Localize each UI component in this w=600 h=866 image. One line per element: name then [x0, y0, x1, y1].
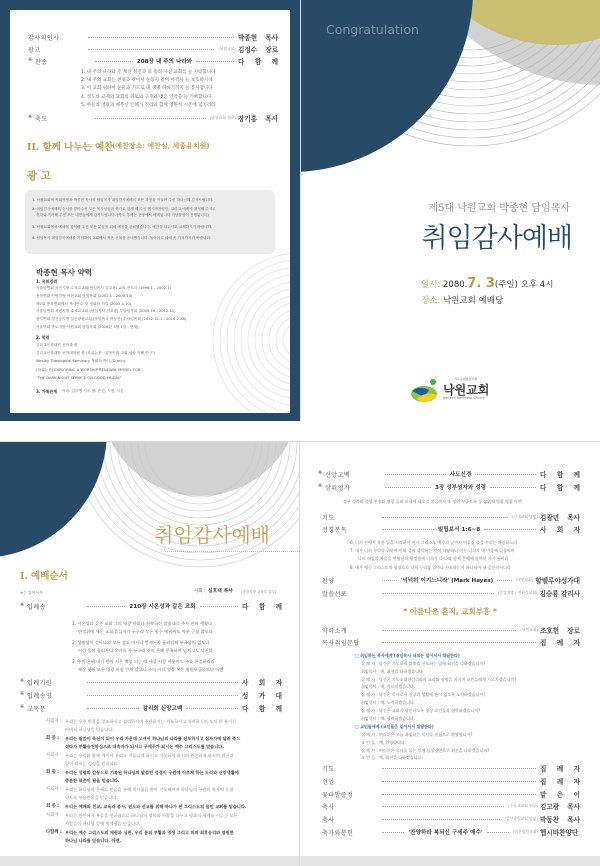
- bio-item: "THE DARK NIGHT SERVICE ON GOOD FRIDAY": [36, 375, 122, 380]
- row-person: 집 례 자: [540, 639, 580, 647]
- notice-item: 3. 낙원교회에서 예배에 참석해 주신 모든 분들을 위해 예찬을 준비했습니다. 예찬을 나누시고 교제하시기 바랍니다.: [32, 225, 213, 229]
- row-note: (낙원교회): [515, 577, 534, 582]
- hymn-verse: 세상 헛된 모든 영광 아침 안개 같으나 주의 자녀 얻을 복은 영원무궁하도다 아멘: [78, 667, 224, 672]
- row-content: 3장 성부성자와 성령: [434, 485, 487, 491]
- row-person: 다 함 께: [540, 471, 580, 479]
- row-person: 김광년 목사: [540, 514, 580, 522]
- hymn-verse: 이런 물이 흘러가니 목마를 자 누구랴 주의 은혜 풍족하여 넘치고도 넘친다: [78, 648, 213, 653]
- hymn-verse: 2. 생명샘이 솟아나와 모든 성도 마시니 언제든지 흘러넘쳐 부족함이 없도다: [72, 640, 210, 645]
- row-content: 감리회 신앙고백: [142, 706, 183, 712]
- hymn-verse: 1. 내 주의 나라와 주 계신 성전과 피 흘려 사신 교회를 늘 사랑합니다: [81, 70, 216, 75]
- leader-line: [382, 517, 508, 518]
- reading-line: 우리는 예배와 친교, 교육과 봉사, 전도와 선교를 위해 하나가 된 그리스도의 몸인 교회를 믿습니다.: [65, 804, 247, 809]
- place-label: 장소:: [421, 296, 441, 306]
- leader-line: [186, 708, 238, 709]
- reading-speaker: 사회자 :: [46, 787, 62, 792]
- row-label: 기도: [322, 514, 335, 522]
- leader-line: [475, 474, 536, 475]
- row-label-group: [322, 777, 378, 786]
- reading-line: 우리는 성령의 감동으로 기록된 하나님의 말씀인 성경이 구원에 이르게 하는 도리와 신앙생활에: [65, 770, 239, 775]
- leader-line: [497, 580, 512, 581]
- row-label-group: [322, 525, 378, 534]
- order-row: [20, 690, 282, 700]
- row-person: 김고광 목사: [540, 803, 580, 811]
- row-person: 집 례 자: [540, 765, 580, 773]
- standing-mark: ※: [20, 677, 25, 684]
- bio-item: 서울남연회 서진지방 수표교교회 (담임목사 김고광) 부담임목회 (2005.10 - 2012.11): [36, 309, 176, 314]
- row-label-group: [322, 828, 378, 837]
- row-person: 박종현 목사: [238, 34, 278, 42]
- row-label-group: [322, 764, 378, 773]
- order-row: [322, 637, 580, 647]
- row-note: (낙원교회): [218, 46, 236, 51]
- row-person: 장기홍 목사: [238, 115, 278, 123]
- row-label: 찬송: [35, 58, 48, 66]
- leader-line: [87, 708, 139, 709]
- standing-mark: ※: [28, 56, 33, 63]
- bio-item: 감리교신학대학 신학대학원 졸 (학위논문: '골목속의 교회 성장 이해 연구'): [36, 351, 155, 356]
- hymn-verse: 1. 시온성과 같은 교회 그의 영광 한없다 허락하신 말씀대로 주가 친히 세웠다: [72, 621, 212, 626]
- order-row: [322, 524, 580, 534]
- notice-heading: 광 고: [27, 170, 51, 182]
- order-row: [322, 789, 580, 799]
- leader-line: [382, 794, 536, 795]
- row-label-group: [322, 802, 378, 811]
- bio-item: (학위논문) EXPLORING A WORSHIP RENEWAL MODEL FOR: [36, 367, 141, 372]
- leader-line: [382, 593, 494, 594]
- reading-speaker: 사회자 :: [46, 719, 62, 724]
- leader-line: [200, 606, 238, 607]
- order-row: [322, 814, 580, 824]
- row-content: 208장 내 주의 나라와: [136, 59, 193, 65]
- leader-line: [484, 529, 536, 530]
- row-content: '넉넉히 이기느니라' (Mark Hayes): [400, 578, 494, 584]
- row-label: 말씀선포: [322, 590, 348, 598]
- motto: * 아름다운 흔적, 교회부흥 *: [403, 607, 497, 616]
- section-heading: II. 함께 나누는 예찬: [27, 142, 114, 153]
- order-row: [318, 482, 580, 492]
- row-label: 성경봉독: [322, 526, 348, 534]
- notice-item: 1. 낙원교회의 목회여정과 박종현 목사의 담임목사 취임감사예배의 모든 과정을 이끌어 주신 하나님께 감사드립니다.: [32, 198, 214, 202]
- reading-line: 우리는 우주 만물을 창조하시고 섭리하시며 주관하시는 거룩하시고 자비하시며 오직 한 분이신: [65, 719, 237, 724]
- logo-denomination: 기독교대한감리회: [454, 377, 478, 381]
- row-label: 신앙고백: [325, 471, 351, 479]
- hymn-verse: 3. 주의 은혜 내가 받아 시온 백성 되는 때 세상 사람 비웃어도 주를 찬송하리라: [72, 659, 215, 664]
- row-person: 김정수 장로: [238, 46, 278, 54]
- row-note: (수표교교회 원로): [508, 803, 538, 808]
- row-note: (중앙지방 / 전하림교회): [497, 590, 538, 595]
- row-label-group: [322, 790, 378, 799]
- qa-line: 교 인 들 : 예, 최선을 다하겠습니다.: [361, 755, 423, 761]
- row-label: 감사의인사: [28, 34, 60, 42]
- date-year: 2080.: [443, 280, 468, 290]
- leader-line: [382, 832, 404, 833]
- standing-mark: ※: [318, 482, 323, 489]
- order-row: [20, 703, 282, 713]
- bio-item: 서울남연회 서진지방 수표교교회(담임목사 김고광) 교육 전도사 (1996.1 - 2002.1): [36, 286, 171, 290]
- bio-heading: 2. 학력: [36, 335, 50, 340]
- row-note: (신내교회 담임): [511, 514, 538, 519]
- row-person: 헵시바찬양단: [540, 829, 579, 837]
- date-label: 일시:: [421, 280, 441, 290]
- reading-speaker: 다함께 :: [46, 830, 62, 835]
- reading-speaker: 사회자 :: [46, 753, 62, 758]
- bio-title: 박종현 목사 약력: [36, 268, 92, 277]
- hymn-verse: 2. 내 주의 교회는 천성과 같아서 눈동자 같이 아끼사 늘 보호하시네: [81, 78, 213, 84]
- scripture-verse: 7. 내가 너희 무리를 위하여 이와 같이 생각하는 것이 마땅하니 이는 너희가 내 마음에 있음이며: [350, 548, 515, 554]
- row-content: '찬양하라 복되신 구세주 예수': [408, 830, 483, 836]
- row-label-group: [322, 589, 378, 598]
- qa-line: 집 례 자 : 당신은 기독교대한감리회의 교리와 장정을 지키며 교인들에게 가르치겠습니까?: [361, 676, 517, 682]
- row-person: 조호현 장로: [540, 627, 580, 635]
- leader-line: [87, 606, 125, 607]
- row-label: 꽃다발증정: [322, 791, 354, 799]
- row-label-group: [318, 470, 381, 479]
- standing-mark: ※: [20, 601, 25, 608]
- leader-line: [385, 474, 446, 475]
- row-person: 집 례 자: [540, 778, 580, 786]
- row-label-group: [322, 576, 378, 585]
- place-value: 낙원교회 예배당: [443, 296, 504, 306]
- logo-church-name: 낙원교회: [443, 383, 490, 397]
- host-name: 심호택 목사: [208, 589, 233, 594]
- row-person: 사 회 자: [540, 526, 581, 534]
- order-row: [322, 763, 580, 773]
- row-person: 맡 은 이: [540, 791, 580, 799]
- reading-line: 충분한 표준이 됨을 믿습니다.: [65, 778, 120, 783]
- host-note: (중앙지방 교육부 총무): [241, 590, 277, 594]
- reading-line: 하도록 부름받음을 믿습니다.: [65, 795, 118, 800]
- row-label: 삼위영가: [325, 484, 351, 492]
- hymn-verse: 4. 성도의 교제와 교회의 위로와 구주와 맺은 언약을 늘 기뻐합니다: [81, 94, 212, 100]
- doxology-text: 성부 성자와 성령 찬송과 영광 돌려 보내세 태초로 지금까지 또 영원 무궁토록 성 삼위께 영광 영광 아멘: [343, 499, 522, 504]
- row-content: 210장 시온성과 같은 교회: [129, 604, 196, 610]
- scripture-verse: 나의 매임과 복음을 변명함과 확정함에 너희가 다 나와 함께 은혜에 참여한 자가 됨이라: [358, 556, 509, 562]
- bio-item: 감리교신학대학 신학과 졸: [36, 343, 78, 347]
- notice-item: 4. 담임목사 취임감사예배를 기념하여 교회에서 작은 선물을 준비했습니다. 돌아가실 때에 꼭 가져가시기 바랍니다.: [32, 236, 212, 240]
- row-note: (낙원교회 원로): [209, 115, 236, 120]
- leader-line: [382, 781, 536, 782]
- bio-item: 충북연회 단양지방 덕현교회 담임목회 (2002.1 - 2005.10): [36, 293, 133, 298]
- bio-heading: 1. 목회경력: [36, 279, 58, 284]
- row-label: 선언: [322, 778, 335, 786]
- row-note: (낙원교회): [520, 627, 538, 632]
- qa-line: 집 례 자 : 당신은 교회가 평안하도록 항상 교인들과 협력하겠습니까?: [361, 707, 481, 713]
- reading-speaker: 회 중 :: [46, 736, 60, 741]
- bio-item: 중부연회 일산동지방 일산광림교회 (담임목사 박동찬) 부담임목회 (2012.12.1 - 2016.2.28): [36, 317, 187, 322]
- leader-line: [87, 695, 238, 696]
- order-row: [322, 827, 580, 837]
- cover-english-title: Congratulation: [326, 22, 419, 37]
- date-rest: (주일) 오후 4시: [494, 280, 554, 290]
- qa-line: 교 인 들 : 예, 환영합니다.: [361, 739, 407, 745]
- qa-line: 취임목사 : 예, 최선을 다하겠습니다.: [361, 668, 425, 674]
- leader-line: [382, 630, 516, 631]
- standing-mark: ※: [318, 469, 323, 476]
- row-person: 박동찬 목사: [540, 816, 580, 824]
- leader-line: [87, 682, 238, 683]
- row-label: 축도: [35, 115, 48, 123]
- reading-line: 아버지 하나님을 믿습니다.: [65, 727, 114, 732]
- row-label-group: [322, 626, 378, 635]
- row-person: 다 함 께: [242, 705, 282, 713]
- order-row: [322, 776, 580, 786]
- row-person: 다 함 께: [242, 603, 282, 611]
- reading-line: 우리는 우리와 함께 계셔서 우리를 거듭나게 하시고 거룩하게 하시며 완전하게 하시며 위안과: [65, 753, 234, 758]
- row-label: 교독문: [27, 705, 46, 713]
- order-row: [318, 469, 580, 479]
- reading-line: 하나님 나라를 믿습니다. 아멘.: [65, 838, 122, 843]
- reading-line: 힘이 되시는 성령을 믿습니다.: [65, 761, 119, 766]
- row-label: 약력소개: [322, 627, 348, 635]
- order-row: [20, 677, 282, 687]
- row-label: 축가와봉헌: [322, 829, 354, 837]
- row-label-group: [20, 704, 83, 713]
- title-divider: [165, 551, 300, 552]
- row-person: 다 함 께: [238, 58, 279, 66]
- leader-line: [382, 642, 536, 643]
- cover-subtitle: 제5대 낙원교회 박종현 담임목사: [428, 203, 570, 214]
- order-row: [322, 588, 580, 598]
- row-label: 기도: [322, 765, 335, 773]
- row-label-group: [322, 513, 378, 522]
- row-label-group: [20, 678, 83, 687]
- row-label: 입례송: [27, 603, 46, 611]
- row-label-group: [322, 638, 378, 647]
- row-label-group: [318, 483, 381, 492]
- reading-line: 우리는 말씀이 육신이 되어 우리 가운데 오셔서 하나님의 나라를 선포하시고 십자가에 달려 죽으: [65, 736, 241, 741]
- row-label: 축사: [322, 816, 335, 824]
- page-title: 취임감사예배: [154, 523, 270, 547]
- leader-line: [487, 832, 509, 833]
- qa-line: 집 례 자 : 당신은 목사로서 신앙과 생활에 흠이 없도록 노력하겠습니까?: [361, 692, 486, 698]
- notice-item: 2. 취임감사예배의 순서를 맡아주신 모든 목사님들과 축가로 함께 해 주신 헵시바찬양단, 그리고 예배에 참석해 주시고: [32, 207, 216, 211]
- bio-item: Wesley Theological Seminary 목회학 박사 (D.min): [36, 359, 126, 364]
- reading-line: 셨다가 부활승천하심으로 대속자가 되시고 구세주가 되시는 예수 그리스도를 믿습니다.: [65, 744, 224, 749]
- row-label: 입례송영: [27, 692, 53, 700]
- hymn-verse: 5. 하늘의 영광과 베푸신 은혜가 진리와 함께 영원히 시온에 넘치리라: [81, 102, 216, 108]
- reading-line: 우리는 하나님의 은혜로 믿음을 통해 죄사함을 받아 거룩해지며 하나님의 구원의 역사에 동참: [65, 787, 234, 792]
- row-note: (일산광림교회 담임): [504, 816, 538, 821]
- host-label: 사회 :: [194, 589, 206, 594]
- leader-line: [382, 806, 504, 807]
- row-label-group: [322, 815, 378, 824]
- notice-item: 축하와 격려해 주신 모든 내빈들에게 감사드립니다. (축도 후에는 현당에서 배례입니다 기념촬영이 진행됩니다): [36, 213, 209, 217]
- reading-speaker: 사회자 :: [46, 813, 62, 818]
- standing-mark: ※: [20, 703, 25, 710]
- scripture-verse: 8. 내가 예수 그리스도의 심장으로 너희 무리를 얼마나 사모하는지 하나님이 내 증인이시니라: [350, 564, 511, 570]
- section-subheading: (예찬장소: 예찬실, 세종유치원): [112, 141, 210, 150]
- row-person: 사 회 자: [242, 679, 282, 687]
- qa-heading: □ 취임하는 목사에게 (취임목사 내외는 일어서서 대답한다): [355, 653, 460, 658]
- section-heading: I. 예배순서: [20, 571, 68, 582]
- row-label-group: [20, 691, 83, 700]
- reading-line: 사람들이 하나님 앞에 형제됨을 믿습니다.: [65, 821, 141, 826]
- reading-speaker: 회 중 :: [46, 804, 60, 809]
- leader-line: [490, 487, 536, 488]
- reading-line: 우리는 만인에게 복음을 전파함으로 하나님의 정의와 사랑을 나누고 평화의 세계를 이루는 모든: [65, 813, 238, 818]
- hymn-verse: 3. 이 교회 위하여 눈물과 기도로 내 생명 다하기까지 늘 봉사합니다: [81, 86, 213, 92]
- row-label: 축사: [322, 803, 335, 811]
- reading-speaker: 회 중 :: [46, 770, 60, 775]
- standing-mark: ※: [20, 690, 25, 697]
- leader-line: [382, 768, 536, 769]
- bio-heading: 3. 가족관계: [36, 389, 58, 394]
- qa-line: 취임목사 : 예, 협력하겠습니다.: [361, 715, 416, 721]
- row-label: 입례기원: [27, 679, 53, 687]
- order-row: [20, 601, 282, 611]
- order-row: [322, 575, 580, 585]
- leader-line: [382, 580, 397, 581]
- qa-line: 취임목사 : 예, 노력하겠습니다.: [361, 700, 416, 705]
- leader-line: [382, 529, 434, 530]
- qa-line: 집 례 자 : 여러분은 오늘 취임하는 목사를 진심으로 환영합니까?: [361, 732, 473, 737]
- row-person: 할렐루야성가대: [535, 577, 580, 585]
- row-person: 성 가 대: [242, 692, 282, 700]
- qa-heading: □ 교인들에게 (교인들은 일어서서 대답한다): [355, 724, 434, 729]
- leader-line: [385, 487, 431, 488]
- bio-item: 서울연회 종로지방 낙원교회 담임목회 (2016년 3월 1일 - 현재): [36, 325, 139, 329]
- row-label: 목사취임문답: [322, 639, 360, 647]
- order-row: [322, 625, 580, 635]
- row-label: 찬양: [322, 577, 335, 585]
- scripture-verse: 6. 너희 안에서 착한 일을 시작하신 이가 그리스도 예수의 날까지 이루실 줄을 우리는 확신하노라: [350, 540, 518, 545]
- cover-title: 취임감사예배: [421, 223, 572, 254]
- order-row: [322, 512, 580, 522]
- qa-line: 집 례 자 : 여러분은 목사를 돕는 일에 물심양면으로 최선을 다하겠습니까?: [361, 747, 490, 753]
- row-note: (일산광림교회): [513, 829, 539, 834]
- bio-family: 아내: 김미영 사모 딸: 은진, 시현, 시온: [62, 389, 124, 393]
- bio-item: 제7회 충북연회에서 목사안수 및 정회원 허입 (2005.4.10): [36, 301, 132, 306]
- row-content: 빌립보서 1:6~8: [437, 527, 481, 533]
- row-content: 사도신경: [449, 472, 472, 478]
- standing-mark: ※: [28, 113, 33, 120]
- logo-english-name: Nakwon Methodist Church: [443, 396, 485, 400]
- row-label-group: [20, 602, 83, 611]
- qa-line: 집 례 자 : 당신은 기도하며 말씀을 선포하는 일에 최선을 다하겠습니까?: [361, 661, 486, 666]
- standing-note: ※는 일어서서: [20, 590, 43, 595]
- reading-line: 우리는 예수 그리스도의 재림과 심판, 우리 몸의 부활과 영생 그리고 의의 최후승리와 영원한: [65, 830, 234, 835]
- date-month-day: 7. 3: [467, 276, 495, 291]
- qa-line: 취임목사 : 예, 가르치겠습니다.: [361, 684, 416, 690]
- order-row: [322, 801, 580, 811]
- hymn-verse: 반석위에 세운 교회 흔들자가 누구랴 모든 원수 에워싸도 아무 근심 없도다: [78, 629, 213, 634]
- leader-line: [382, 819, 500, 820]
- row-label: 광고: [28, 46, 41, 54]
- row-person: 김승룡 감리사: [539, 590, 580, 598]
- row-person: 다 함 께: [540, 484, 580, 492]
